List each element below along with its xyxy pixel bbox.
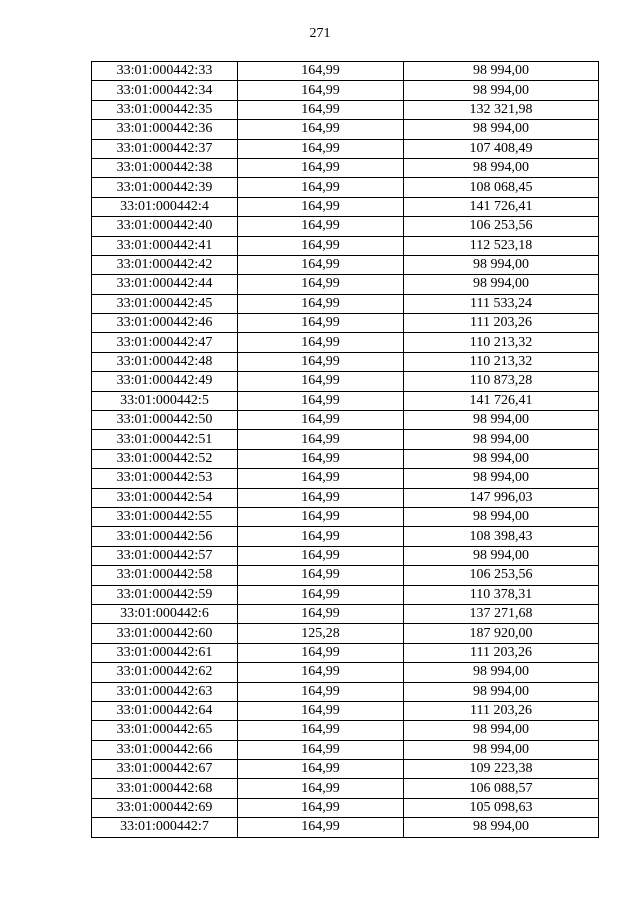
cadastral-number-cell: 33:01:000442:46 [92,314,238,333]
table-row [92,663,599,682]
area-cell: 164,99 [238,333,404,352]
area-cell: 164,99 [238,178,404,197]
cadastral-number-cell: 33:01:000442:67 [92,760,238,779]
value-cell: 109 223,38 [404,760,599,779]
value-cell: 98 994,00 [404,255,599,274]
value-cell: 98 994,00 [404,411,599,430]
cadastral-number-cell: 33:01:000442:50 [92,411,238,430]
value-cell: 108 068,45 [404,178,599,197]
area-cell: 164,99 [238,721,404,740]
cadastral-number-cell: 33:01:000442:58 [92,566,238,585]
value-cell: 132 321,98 [404,100,599,119]
table-row [92,469,599,488]
table-row [92,352,599,371]
area-cell: 164,99 [238,585,404,604]
table-row [92,701,599,720]
table-row [92,81,599,100]
table-row [92,333,599,352]
table-row [92,158,599,177]
cadastral-number-cell: 33:01:000442:47 [92,333,238,352]
area-cell: 164,99 [238,546,404,565]
table-row [92,740,599,759]
area-cell: 164,99 [238,217,404,236]
cadastral-number-cell: 33:01:000442:40 [92,217,238,236]
cadastral-number-cell: 33:01:000442:56 [92,527,238,546]
value-cell: 106 253,56 [404,566,599,585]
table-row [92,798,599,817]
cadastral-number-cell: 33:01:000442:64 [92,701,238,720]
value-cell: 108 398,43 [404,527,599,546]
area-cell: 164,99 [238,139,404,158]
value-cell: 111 203,26 [404,701,599,720]
table-row [92,197,599,216]
value-cell: 111 203,26 [404,314,599,333]
value-cell: 110 213,32 [404,333,599,352]
cadastral-number-cell: 33:01:000442:5 [92,391,238,410]
table-row [92,760,599,779]
table-row [92,585,599,604]
value-cell: 98 994,00 [404,682,599,701]
cadastral-table [91,61,599,838]
value-cell: 107 408,49 [404,139,599,158]
cadastral-number-cell: 33:01:000442:65 [92,721,238,740]
cadastral-number-cell: 33:01:000442:62 [92,663,238,682]
cadastral-number-cell: 33:01:000442:69 [92,798,238,817]
area-cell: 164,99 [238,255,404,274]
value-cell: 98 994,00 [404,449,599,468]
cadastral-number-cell: 33:01:000442:42 [92,255,238,274]
cadastral-number-cell: 33:01:000442:66 [92,740,238,759]
cadastral-number-cell: 33:01:000442:33 [92,62,238,81]
value-cell: 98 994,00 [404,62,599,81]
area-cell: 164,99 [238,682,404,701]
table-row [92,488,599,507]
value-cell: 141 726,41 [404,197,599,216]
area-cell: 164,99 [238,566,404,585]
cadastral-number-cell: 33:01:000442:35 [92,100,238,119]
area-cell: 164,99 [238,294,404,313]
value-cell: 147 996,03 [404,488,599,507]
table-row [92,255,599,274]
table-row [92,217,599,236]
cadastral-number-cell: 33:01:000442:6 [92,604,238,623]
cadastral-number-cell: 33:01:000442:41 [92,236,238,255]
table-row [92,604,599,623]
value-cell: 98 994,00 [404,469,599,488]
cadastral-number-cell: 33:01:000442:4 [92,197,238,216]
table-row [92,139,599,158]
value-cell: 98 994,00 [404,158,599,177]
area-cell: 164,99 [238,120,404,139]
area-cell: 164,99 [238,236,404,255]
area-cell: 164,99 [238,430,404,449]
cadastral-number-cell: 33:01:000442:59 [92,585,238,604]
area-cell: 164,99 [238,314,404,333]
value-cell: 98 994,00 [404,81,599,100]
cadastral-number-cell: 33:01:000442:7 [92,818,238,837]
table-row [92,779,599,798]
table-row [92,527,599,546]
table-row [92,430,599,449]
cadastral-number-cell: 33:01:000442:39 [92,178,238,197]
table-row [92,507,599,526]
area-cell: 164,99 [238,275,404,294]
value-cell: 112 523,18 [404,236,599,255]
value-cell: 98 994,00 [404,546,599,565]
area-cell: 164,99 [238,449,404,468]
table-row [92,178,599,197]
value-cell: 110 873,28 [404,372,599,391]
cadastral-number-cell: 33:01:000442:57 [92,546,238,565]
value-cell: 98 994,00 [404,818,599,837]
area-cell: 164,99 [238,527,404,546]
area-cell: 164,99 [238,62,404,81]
value-cell: 110 213,32 [404,352,599,371]
value-cell: 98 994,00 [404,663,599,682]
table-row [92,818,599,837]
area-cell: 125,28 [238,624,404,643]
page-number: 271 [309,26,331,41]
area-cell: 164,99 [238,604,404,623]
value-cell: 98 994,00 [404,430,599,449]
value-cell: 137 271,68 [404,604,599,623]
value-cell: 105 098,63 [404,798,599,817]
cadastral-number-cell: 33:01:000442:45 [92,294,238,313]
table-row [92,100,599,119]
table-row [92,391,599,410]
table-row [92,624,599,643]
value-cell: 98 994,00 [404,740,599,759]
table-body [92,62,599,838]
area-cell: 164,99 [238,372,404,391]
value-cell: 141 726,41 [404,391,599,410]
cadastral-number-cell: 33:01:000442:55 [92,507,238,526]
cadastral-number-cell: 33:01:000442:51 [92,430,238,449]
cadastral-number-cell: 33:01:000442:49 [92,372,238,391]
area-cell: 164,99 [238,798,404,817]
table-row [92,372,599,391]
cadastral-number-cell: 33:01:000442:44 [92,275,238,294]
area-cell: 164,99 [238,158,404,177]
table-row [92,294,599,313]
cadastral-number-cell: 33:01:000442:36 [92,120,238,139]
cadastral-number-cell: 33:01:000442:68 [92,779,238,798]
area-cell: 164,99 [238,197,404,216]
cadastral-number-cell: 33:01:000442:38 [92,158,238,177]
table-row [92,62,599,81]
table-row [92,449,599,468]
cadastral-number-cell: 33:01:000442:37 [92,139,238,158]
table-row [92,566,599,585]
area-cell: 164,99 [238,643,404,662]
value-cell: 98 994,00 [404,507,599,526]
area-cell: 164,99 [238,779,404,798]
cadastral-number-cell: 33:01:000442:34 [92,81,238,100]
table-row [92,120,599,139]
value-cell: 98 994,00 [404,120,599,139]
table-row [92,314,599,333]
table-row [92,275,599,294]
cadastral-number-cell: 33:01:000442:48 [92,352,238,371]
area-cell: 164,99 [238,663,404,682]
table-row [92,682,599,701]
value-cell: 111 533,24 [404,294,599,313]
table-row [92,236,599,255]
table-row [92,546,599,565]
table-row [92,721,599,740]
area-cell: 164,99 [238,391,404,410]
area-cell: 164,99 [238,100,404,119]
value-cell: 187 920,00 [404,624,599,643]
table-row [92,643,599,662]
area-cell: 164,99 [238,469,404,488]
cadastral-number-cell: 33:01:000442:63 [92,682,238,701]
cadastral-number-cell: 33:01:000442:60 [92,624,238,643]
area-cell: 164,99 [238,488,404,507]
area-cell: 164,99 [238,81,404,100]
cadastral-number-cell: 33:01:000442:52 [92,449,238,468]
value-cell: 98 994,00 [404,721,599,740]
value-cell: 98 994,00 [404,275,599,294]
area-cell: 164,99 [238,411,404,430]
table-row [92,411,599,430]
area-cell: 164,99 [238,818,404,837]
value-cell: 106 088,57 [404,779,599,798]
cadastral-number-cell: 33:01:000442:54 [92,488,238,507]
area-cell: 164,99 [238,740,404,759]
area-cell: 164,99 [238,507,404,526]
cadastral-number-cell: 33:01:000442:61 [92,643,238,662]
value-cell: 106 253,56 [404,217,599,236]
area-cell: 164,99 [238,760,404,779]
value-cell: 111 203,26 [404,643,599,662]
cadastral-number-cell: 33:01:000442:53 [92,469,238,488]
value-cell: 110 378,31 [404,585,599,604]
area-cell: 164,99 [238,701,404,720]
area-cell: 164,99 [238,352,404,371]
